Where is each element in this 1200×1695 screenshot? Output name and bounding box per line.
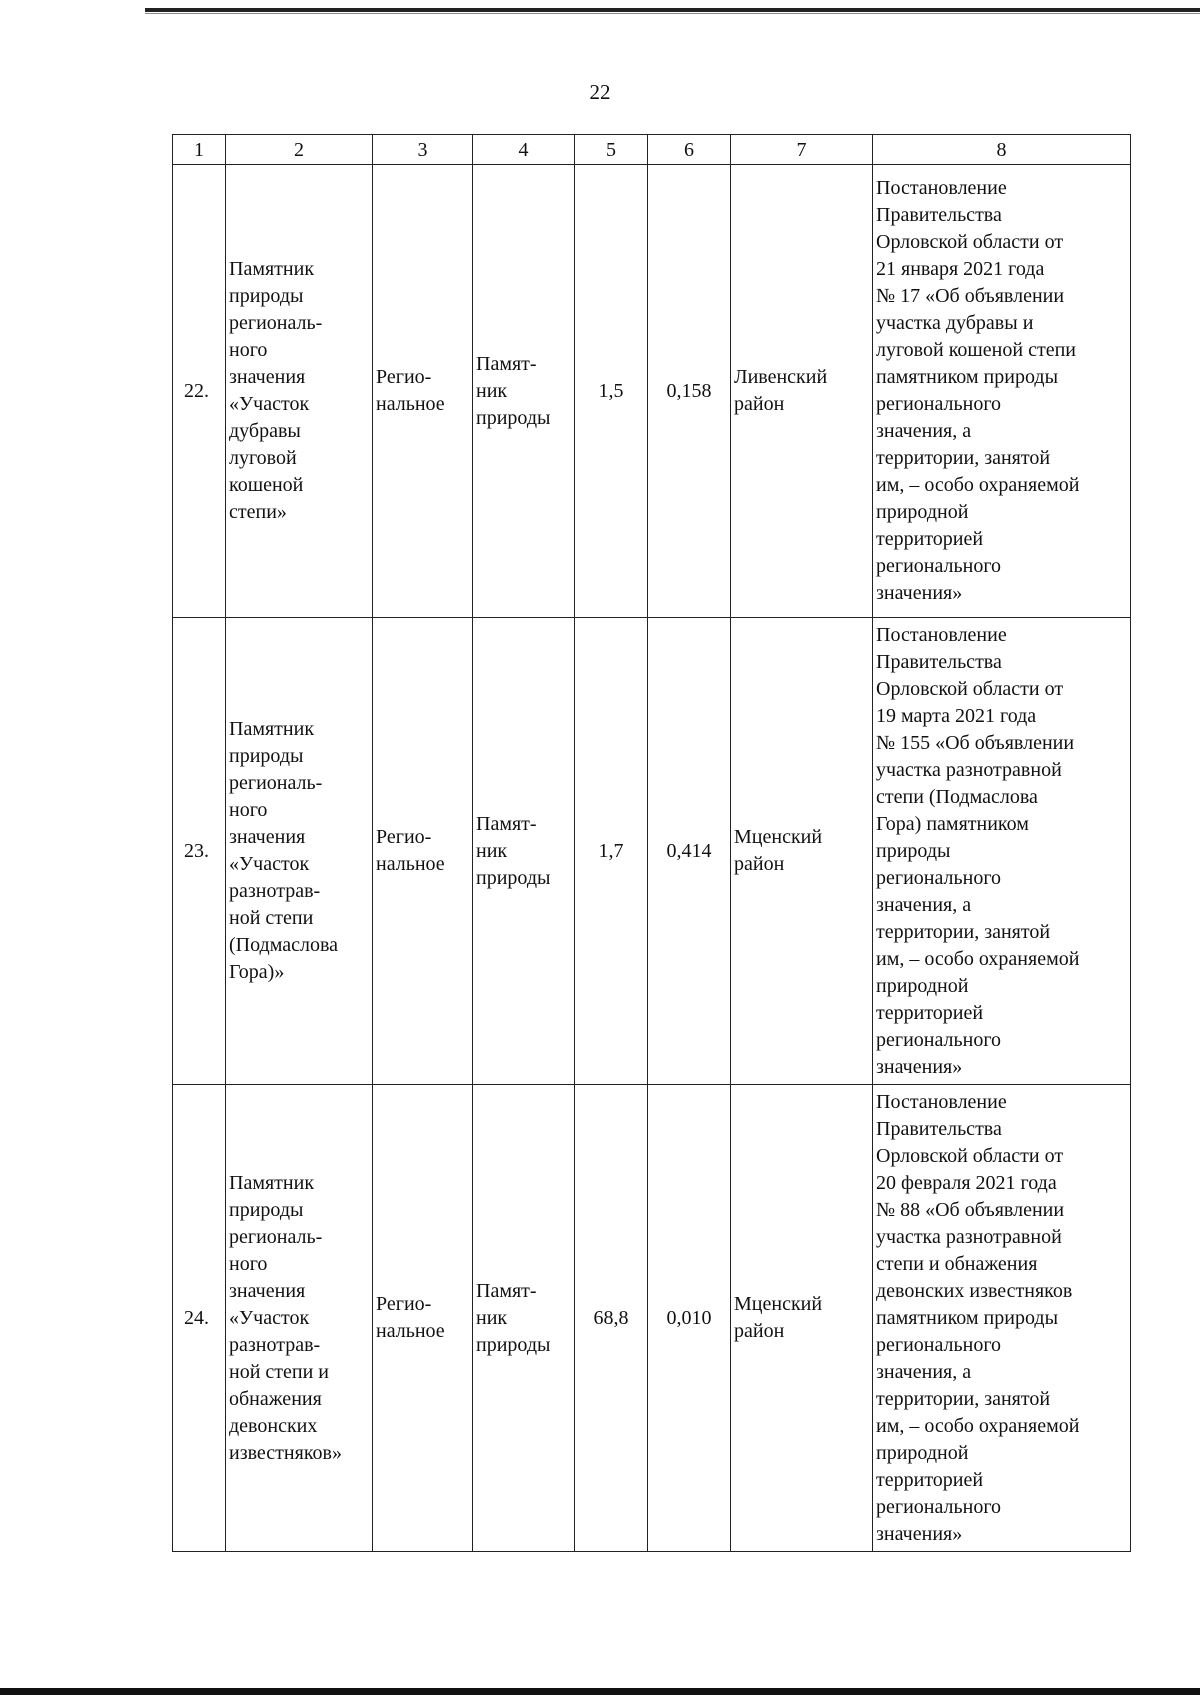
area-significance: Регио- нальное <box>373 1085 473 1552</box>
table-row <box>173 1085 1131 1552</box>
area-name: Памятник природы региональ- ного значения «Участок разнотрав- ной степи (Подмаслова Гора)» <box>226 618 373 1085</box>
area-district: Мценский район <box>731 1085 873 1552</box>
column-header: 8 <box>873 135 1131 165</box>
column-header: 7 <box>731 135 873 165</box>
area-category: Памят- ник природы <box>473 618 575 1085</box>
scan-edge-top <box>145 8 1200 12</box>
area-value-col6: 0,414 <box>648 618 731 1085</box>
table-header-row <box>173 135 1131 165</box>
legal-document: Постановление Правительства Орловской области от 20 февраля 2021 года № 88 «Об объявлении участка разнотравной степи и обнажения девонских известняков памятником природы регионального значения, а территории, занятой им, – особо охраняемой природной территорией регионального значения» <box>873 1085 1131 1552</box>
column-header: 6 <box>648 135 731 165</box>
area-district: Мценский район <box>731 618 873 1085</box>
area-name: Памятник природы региональ- ного значения «Участок дубравы луговой кошеной степи» <box>226 165 373 618</box>
column-header: 3 <box>373 135 473 165</box>
table-row <box>173 165 1131 618</box>
area-district: Ливенский район <box>731 165 873 618</box>
column-header: 4 <box>473 135 575 165</box>
page-number: 22 <box>589 80 611 104</box>
scan-edge-bottom <box>0 1688 1200 1695</box>
area-value-col5: 1,5 <box>575 165 648 618</box>
row-number: 23. <box>173 618 226 1085</box>
area-significance: Регио- нальное <box>373 618 473 1085</box>
area-category: Памят- ник природы <box>473 1085 575 1552</box>
table-row <box>173 618 1131 1085</box>
legal-document: Постановление Правительства Орловской области от 19 марта 2021 года № 155 «Об объявлении участка разнотравной степи (Подмаслова Гора) памятником природы регионального значения, а территории, занятой им, – особо охраняемой природной территорией регионального значения» <box>873 618 1131 1085</box>
row-number: 24. <box>173 1085 226 1552</box>
area-name: Памятник природы региональ- ного значения «Участок разнотрав- ной степи и обнажения девонских известняков» <box>226 1085 373 1552</box>
legal-document: Постановление Правительства Орловской области от 21 января 2021 года № 17 «Об объявлении участка дубравы и луговой кошеной степи памятником природы регионального значения, а территории, занятой им, – особо охраняемой природной территорией регионального значения» <box>873 165 1131 618</box>
column-header: 1 <box>173 135 226 165</box>
column-header: 5 <box>575 135 648 165</box>
area-value-col6: 0,158 <box>648 165 731 618</box>
protected-areas-table <box>172 134 1131 1552</box>
area-category: Памят- ник природы <box>473 165 575 618</box>
scan-edge-top-thin <box>145 13 1200 14</box>
row-number: 22. <box>173 165 226 618</box>
column-header: 2 <box>226 135 373 165</box>
area-value-col5: 68,8 <box>575 1085 648 1552</box>
area-value-col6: 0,010 <box>648 1085 731 1552</box>
area-value-col5: 1,7 <box>575 618 648 1085</box>
area-significance: Регио- нальное <box>373 165 473 618</box>
